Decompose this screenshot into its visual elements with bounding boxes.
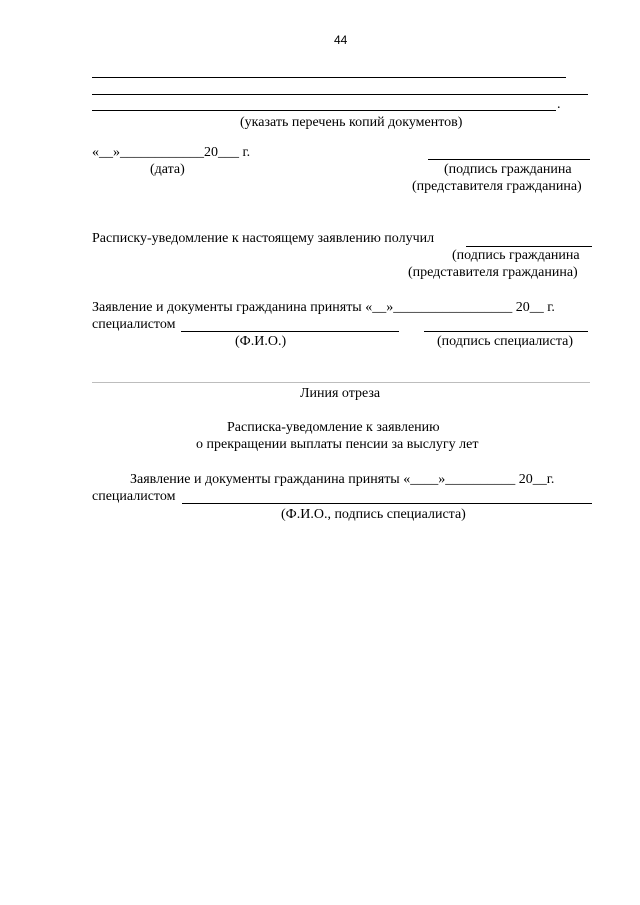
specialist-fio-line xyxy=(181,331,399,332)
receipt-representative-caption: (представителя гражданина) xyxy=(408,265,578,280)
cut-line-label: Линия отреза xyxy=(300,386,381,401)
copies-line-1 xyxy=(92,77,566,78)
specialist-signature-line xyxy=(424,331,588,332)
representative-signature-caption: (представителя гражданина) xyxy=(412,179,582,194)
receipt-signature-line xyxy=(466,246,592,247)
tear-off-specialist-line xyxy=(182,503,592,504)
page-number: 44 xyxy=(334,33,348,47)
copies-line-2 xyxy=(92,94,588,95)
date-caption: (дата) xyxy=(150,162,185,177)
tear-off-specialist-label: специалистом xyxy=(92,489,176,504)
specialist-signature-caption: (подпись специалиста) xyxy=(437,334,574,349)
tear-off-title-line-2: о прекращении выплаты пенсии за выслугу лет xyxy=(196,437,479,452)
tear-off-acceptance-text: Заявление и документы гражданина приняты «____»__________ 20__г. xyxy=(130,472,555,487)
receipt-signature-caption: (подпись гражданина xyxy=(452,248,580,263)
receipt-received-text: Расписку-уведомление к настоящему заявлению получил xyxy=(92,231,435,246)
copies-line-3 xyxy=(92,110,556,111)
citizen-signature-line xyxy=(428,159,590,160)
specialist-label: специалистом xyxy=(92,317,176,332)
copies-line-end-dot: . xyxy=(557,97,561,112)
cut-line xyxy=(92,382,590,383)
copies-caption: (указать перечень копий документов) xyxy=(240,115,463,130)
date-field: «__»____________20___ г. xyxy=(92,145,251,160)
citizen-signature-caption: (подпись гражданина xyxy=(444,162,572,177)
fio-caption: (Ф.И.О.) xyxy=(235,334,287,349)
acceptance-text: Заявление и документы гражданина приняты «__»_________________ 20__ г. xyxy=(92,300,555,315)
tear-off-title-line-1: Расписка-уведомление к заявлению xyxy=(227,420,440,435)
tear-off-caption: (Ф.И.О., подпись специалиста) xyxy=(281,507,466,522)
